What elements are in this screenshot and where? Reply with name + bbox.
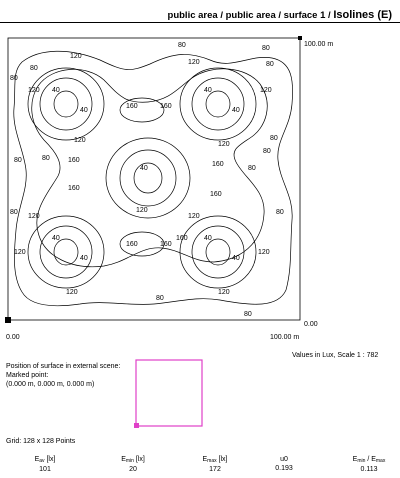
luminaire-top-left [28,68,104,140]
label-160: 160 [126,241,138,248]
label-120: 120 [14,249,26,256]
stat-emax [190,456,240,473]
label-160: 160 [210,191,222,198]
label-80: 80 [270,135,278,142]
values-note: Values in Lux, Scale 1 : 782 [292,352,379,359]
stat-emin-label: $E_{min}$ [lx] [121,456,145,464]
label-120: 120 [188,59,200,66]
stat-ratio-label: $E_{min} / E_{max}$ [352,456,386,464]
label-80: 80 [244,311,252,318]
label-120: 120 [258,249,270,256]
label-160: 160 [126,103,138,110]
label-40: 40 [232,107,240,114]
label-bottom-right: 100.00 m [270,334,300,340]
label-80: 80 [30,65,38,72]
label-80: 80 [42,155,50,162]
isoline-160-lobes [120,98,164,256]
label-left-zero: 0.00 [6,334,20,340]
header-path: public area / public area / surface 1 / [167,10,334,21]
scene-marker [134,423,139,428]
label-40: 40 [232,255,240,262]
isoline-labels [10,42,284,318]
label-160: 160 [68,157,80,164]
label-160: 160 [212,161,224,168]
label-80: 80 [10,209,18,216]
grid-note: Grid: 128 x 128 Points [6,438,76,445]
luminaire-center [106,138,190,218]
label-40: 40 [80,255,88,262]
label-40: 40 [204,87,212,94]
label-40: 40 [140,165,148,172]
label-80: 80 [14,157,22,164]
label-120: 120 [136,207,148,214]
stat-emax-value: 172 [209,466,221,473]
label-120: 120 [74,137,86,144]
label-160: 160 [68,185,80,192]
luminaire-bottom-right [180,216,256,288]
label-80: 80 [178,42,186,49]
label-40: 40 [80,107,88,114]
statistics-row [0,456,400,478]
stat-emin-value: 20 [129,466,137,473]
label-40: 40 [204,235,212,242]
scene-position-box [130,358,206,430]
scene-outline [136,360,202,426]
label-120: 120 [70,53,82,60]
label-80: 80 [276,209,284,216]
label-top-right: 100.00 m [304,41,334,48]
luminaire-bottom-left [28,216,104,288]
stat-ratio-value: 0.113 [360,466,378,473]
label-80: 80 [248,165,256,172]
label-120: 120 [28,213,40,220]
label-80: 80 [266,61,274,68]
scene-marked-point-label: Marked point: [6,372,49,379]
stat-u0-value: 0.193 [275,465,293,472]
origin-marker [5,317,11,323]
stat-u0 [262,456,306,472]
stat-eav-label: $E_{av}$ [lx] [34,456,56,464]
label-120: 120 [260,87,272,94]
label-120: 120 [218,289,230,296]
stat-u0-label: u0 [280,456,288,463]
label-40: 40 [52,235,60,242]
scene-marked-point-value: (0.000 m, 0.000 m, 0.000 m) [6,381,95,388]
label-40: 40 [52,87,60,94]
label-120: 120 [66,289,78,296]
stat-emax-label: $E_{max}$ [lx] [202,456,228,464]
label-160: 160 [160,103,172,110]
stat-eav [20,456,70,473]
label-80: 80 [263,148,271,155]
label-120: 120 [218,141,230,148]
label-160: 160 [176,235,188,242]
header-emphasis: Isolines (E) [333,9,392,21]
top-right-marker [298,36,302,40]
label-80: 80 [10,75,18,82]
label-120: 120 [188,213,200,220]
scene-position-label: Position of surface in external scene: [6,363,121,370]
label-right-zero: 0.00 [304,321,318,328]
stat-eav-value: 101 [39,466,51,473]
label-80: 80 [156,295,164,302]
label-120: 120 [28,87,40,94]
label-160: 160 [160,241,172,248]
stat-ratio [340,456,398,473]
label-80: 80 [262,45,270,52]
stat-emin [108,456,158,473]
